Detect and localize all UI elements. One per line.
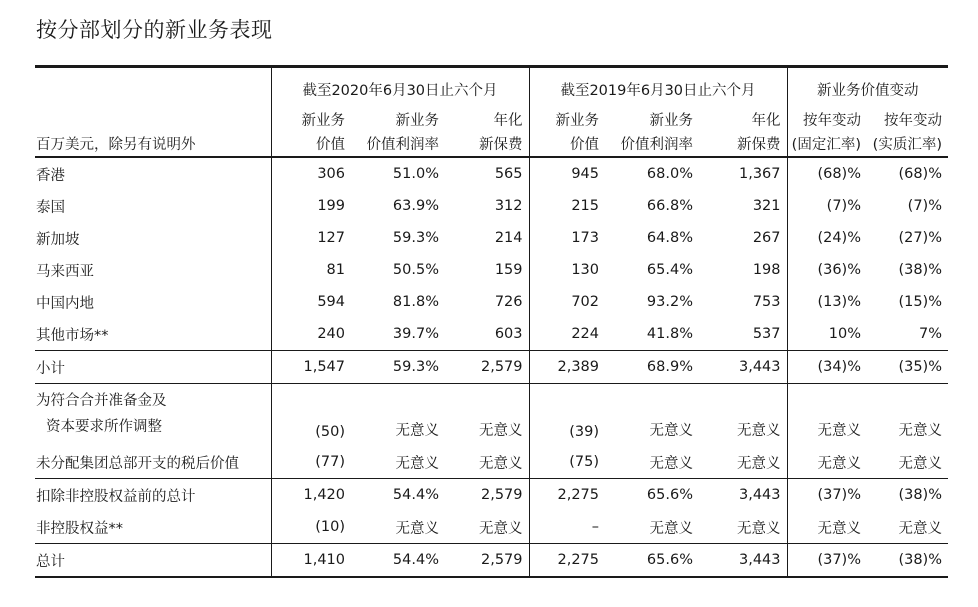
table-cell: 无意义 [787, 446, 867, 479]
table-cell: 565 [494, 166, 523, 182]
table-cell: 无意义 [867, 384, 948, 447]
table-cell: 81 [271, 254, 351, 286]
row-label [35, 384, 271, 447]
table-cell: 无意义 [649, 520, 693, 537]
table-cell: 93.2% [646, 294, 693, 310]
table-cell: 无意义 [787, 384, 867, 447]
header-blank [35, 104, 271, 130]
table-cell: 127 [271, 222, 351, 254]
header-blank [35, 67, 271, 105]
table-cell: 3,443 [699, 544, 787, 578]
group-header-2020: 截至2020年6月30日止六个月 [271, 67, 529, 105]
table-cell: (27)% [898, 230, 942, 246]
table-cell: 173 [529, 222, 605, 254]
col-header-a-anp: 年化 [493, 113, 523, 129]
table-row [35, 318, 948, 351]
table-cell: 81.8% [392, 294, 439, 310]
table-cell: 54.4% [351, 479, 445, 512]
table-cell: (75) [529, 446, 605, 479]
col-header-b-vnb-l2: 价值 [529, 130, 605, 157]
new-business-table [35, 65, 948, 578]
col-header-c-aer-l2: (实质汇率) [867, 130, 948, 157]
table-cell: 66.8% [646, 198, 693, 214]
table-cell: 3,443 [699, 479, 787, 512]
table-row [35, 222, 948, 254]
table-cell: 224 [529, 318, 605, 351]
table-cell: 1,367 [738, 166, 781, 182]
row-label: 泰国 [36, 199, 65, 216]
table-cell: 无意义 [351, 384, 445, 447]
table-cell: 无意义 [649, 455, 693, 472]
table-cell: (38)% [867, 479, 948, 512]
row-label: 扣除非控股权益前的总计 [35, 479, 271, 512]
table-cell: – [529, 511, 605, 544]
col-header-b-anp: 年化 [751, 113, 781, 129]
table-cell: 2,275 [529, 479, 605, 512]
row-label-line-2: 资本要求所作调整 [46, 419, 162, 435]
table-cell: 2,275 [529, 544, 605, 578]
table-cell: 65.4% [646, 262, 693, 278]
col-header-b-margin: 新业务 [649, 113, 693, 129]
table-cell: (24)% [787, 222, 867, 254]
table-cell: (7)% [787, 190, 867, 222]
table-cell: 753 [752, 294, 781, 310]
table-row [35, 446, 948, 479]
col-header-b-anp-l2: 新保费 [699, 130, 787, 157]
unit-label: 百万美元，除另有说明外 [35, 130, 271, 157]
table-cell: 306 [271, 157, 351, 190]
table-cell: 198 [752, 262, 781, 278]
table-cell: 2,579 [445, 479, 529, 512]
table-row [35, 479, 948, 512]
table-cell: 7% [918, 326, 942, 342]
row-label-line-1: 为符合合并准备金及 [36, 393, 167, 409]
table-cell: 无意义 [699, 384, 787, 447]
table-cell: 603 [494, 326, 523, 342]
table-row [35, 511, 948, 544]
table-cell: 63.9% [392, 198, 439, 214]
table-cell: 无意义 [898, 520, 942, 537]
table-cell: 199 [271, 190, 351, 222]
table-cell: (35)% [867, 351, 948, 384]
table-cell: 54.4% [351, 544, 445, 578]
row-label: 中国内地 [36, 295, 94, 312]
table-cell: (15)% [898, 294, 942, 310]
table-cell: (39) [529, 384, 605, 447]
table-cell: 214 [494, 230, 523, 246]
table-cell: (37)% [787, 479, 867, 512]
table-cell: 2,579 [445, 351, 529, 384]
page-title: 按分部划分的新业务表现 [36, 18, 273, 42]
table-row [35, 384, 948, 447]
row-label: 新加坡 [36, 231, 80, 248]
table-cell: 无意义 [479, 520, 523, 537]
col-header-a-vnb-l2: 价值 [271, 130, 351, 157]
table-cell: 68.9% [605, 351, 699, 384]
table-cell: 无意义 [787, 511, 867, 544]
header-group-row [35, 67, 948, 105]
table-cell: (36)% [787, 254, 867, 286]
table-cell: 68.0% [646, 166, 693, 182]
table-cell: 无意义 [395, 520, 439, 537]
col-header-a-vnb: 新业务 [271, 104, 351, 130]
group-header-change: 新业务价值变动 [787, 67, 948, 105]
table-cell: (34)% [787, 351, 867, 384]
table-cell: 215 [529, 190, 605, 222]
table-cell: 1,547 [271, 351, 351, 384]
table-cell: 159 [494, 262, 523, 278]
table-row [35, 351, 948, 384]
table-row [35, 157, 948, 190]
table-cell: 无意义 [395, 455, 439, 472]
row-label: 小计 [35, 351, 271, 384]
table-row [35, 254, 948, 286]
table-cell: 41.8% [646, 326, 693, 342]
table-cell: (68)% [898, 166, 942, 182]
table-cell: 无意义 [605, 384, 699, 447]
col-header-a-margin: 新业务 [395, 113, 439, 129]
table-cell: 64.8% [646, 230, 693, 246]
table-cell: 39.7% [392, 326, 439, 342]
table-cell: 无意义 [898, 455, 942, 472]
table-cell: 无意义 [737, 520, 781, 537]
table-row [35, 544, 948, 578]
row-label: 未分配集团总部开支的税后价值 [36, 455, 239, 472]
table-cell: (37)% [787, 544, 867, 578]
col-header-c-aer: 按年变动 [884, 113, 942, 129]
row-label: 香港 [36, 167, 65, 184]
table-cell: 65.6% [605, 544, 699, 578]
table-cell: 50.5% [392, 262, 439, 278]
table-cell: 726 [494, 294, 523, 310]
col-header-c-cer: 按年变动 [787, 104, 867, 130]
table-cell: (13)% [787, 286, 867, 318]
header-sub-row-2 [35, 130, 948, 157]
table-cell: 无意义 [737, 455, 781, 472]
table-cell: 594 [271, 286, 351, 318]
table-cell: (38)% [898, 262, 942, 278]
header-sub-row-1 [35, 104, 948, 130]
table-cell: (77) [271, 446, 351, 479]
table-cell: 312 [494, 198, 523, 214]
table-cell: 2,579 [445, 544, 529, 578]
row-label: 其他市场** [36, 327, 109, 344]
table-cell: 59.3% [392, 230, 439, 246]
table-cell: 65.6% [605, 479, 699, 512]
table-cell: 1,410 [271, 544, 351, 578]
table-cell: 无意义 [445, 384, 529, 447]
col-header-c-cer-l2: (固定汇率) [787, 130, 867, 157]
table-cell: 2,389 [529, 351, 605, 384]
table-cell: 702 [529, 286, 605, 318]
col-header-b-vnb: 新业务 [529, 104, 605, 130]
table-cell: 130 [529, 254, 605, 286]
table-cell: 59.3% [351, 351, 445, 384]
row-label: 非控股权益** [36, 520, 123, 537]
table-row [35, 286, 948, 318]
table-cell: 无意义 [479, 455, 523, 472]
table-cell: 267 [752, 230, 781, 246]
table-cell: 321 [752, 198, 781, 214]
table-cell: 537 [752, 326, 781, 342]
table-row [35, 190, 948, 222]
row-label: 总计 [35, 544, 271, 578]
col-header-a-margin-l2: 价值利润率 [351, 130, 445, 157]
col-header-b-margin-l2: 价值利润率 [605, 130, 699, 157]
table-cell: (7)% [907, 198, 942, 214]
table-cell: 945 [529, 157, 605, 190]
table-cell: 240 [271, 318, 351, 351]
table-cell: (68)% [787, 157, 867, 190]
table-cell: (38)% [867, 544, 948, 578]
col-header-a-anp-l2: 新保费 [445, 130, 529, 157]
table-cell: 3,443 [699, 351, 787, 384]
table-cell: 1,420 [271, 479, 351, 512]
row-label: 马来西亚 [36, 263, 94, 280]
group-header-2019: 截至2019年6月30日止六个月 [529, 67, 787, 105]
table-cell: 51.0% [392, 166, 439, 182]
table-cell: 10% [787, 318, 867, 351]
table-cell: (10) [271, 511, 351, 544]
table-cell: (50) [271, 384, 351, 447]
